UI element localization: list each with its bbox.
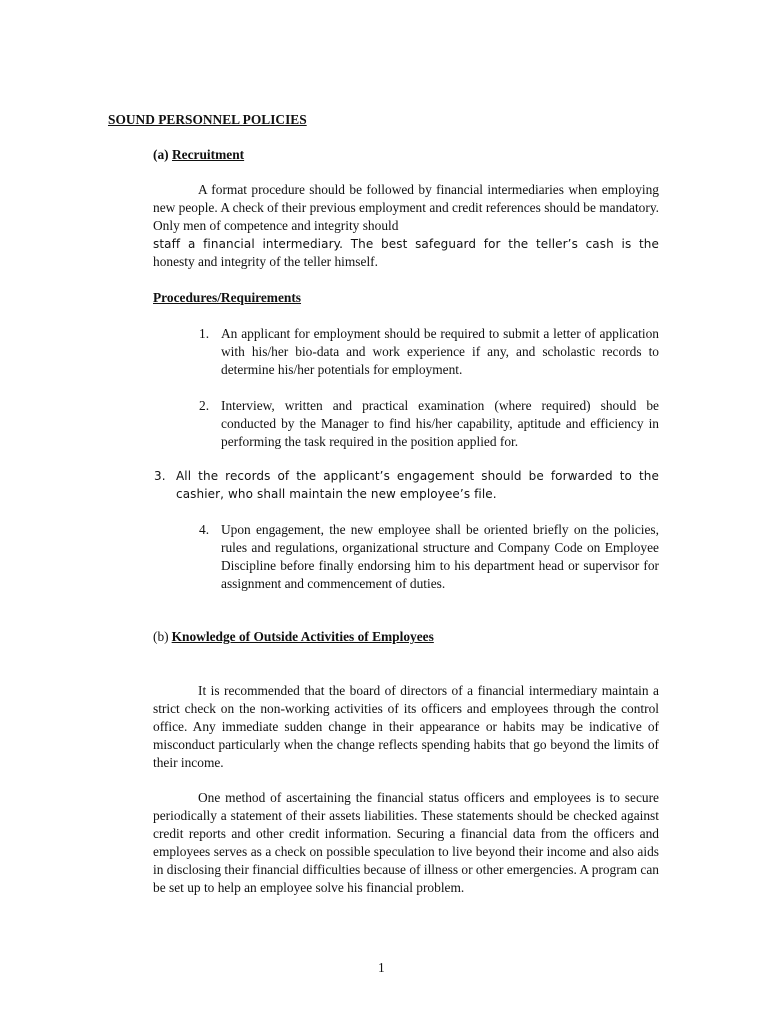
document-heading: SOUND PERSONNEL POLICIES [108, 112, 307, 127]
section-b-label: (b) [153, 629, 169, 644]
procedure-item-number: 2. [199, 398, 210, 413]
recruitment-text-part2: staff a financial intermediary. The best safeguard for the teller’s cash is the [153, 237, 659, 251]
outside-activities-paragraph-2 [153, 789, 659, 897]
procedure-item-number: 1. [199, 326, 210, 341]
procedure-item-text: Upon engagement, the new employee shall be oriented briefly on the policies, rules and regulations, organizational structure and Company Code on Employee Discipline before finally endorsing him to his department head or supervisor for assignment and commencement of duties. [221, 522, 659, 591]
outside-activities-text-2: One method of ascertaining the financial status officers and employees is to secure periodically a statement of their assets liabilities. These statements should be checked against credit reports and other credit information. Securing a financial data from the officers and employees serves as a check on possible speculation to live beyond their income and also aids in disclosing their financial difficulties because of illness or other emergencies. A program can be set up to help an employee solve his financial problem. [153, 790, 659, 895]
recruitment-paragraph [153, 181, 659, 271]
procedure-item-1 [199, 325, 659, 379]
recruitment-text-part1: A format procedure should be followed by financial intermediaries when employing new people. A check of their previous employment and credit references should be mandatory. Only men of competence and integrity should [153, 182, 659, 233]
recruitment-text-part3: honesty and integrity of the teller himself. [153, 254, 378, 269]
procedure-item-2 [199, 397, 659, 451]
procedure-item-text: An applicant for employment should be required to submit a letter of application with his/her bio-data and work experience if any, and scholastic records to determine his/her potentials for employment. [221, 326, 659, 377]
outside-activities-text-1: It is recommended that the board of directors of a financial intermediary maintain a strict check on the non-working activities of its officers and employees through the control office. Any immediate sudden change in their appearance or habits may be indicative of misconduct particularly when the change reflects spending habits that go beyond the limits of their income. [153, 683, 659, 770]
section-a-heading [153, 147, 244, 163]
page-number: 1 [378, 960, 385, 975]
outside-activities-paragraph-1 [153, 682, 659, 772]
procedures-heading: Procedures/Requirements [153, 290, 302, 305]
procedure-item-number: 4. [199, 522, 210, 537]
section-a-label: (a) [153, 147, 169, 162]
section-b-title: Knowledge of Outside Activities of Employees [171, 629, 434, 644]
section-a-title: Recruitment [171, 147, 245, 162]
procedure-item-number: 3. [154, 469, 166, 483]
procedure-item-3 [154, 467, 659, 503]
section-b-heading [153, 629, 434, 645]
procedure-item-4 [199, 521, 659, 593]
procedure-item-text: All the records of the applicant’s engagement should be forwarded to the cashier, who shall maintain the new employee’s file. [176, 469, 659, 501]
procedure-item-text: Interview, written and practical examination (where required) should be conducted by the Manager to find his/her capability, aptitude and efficiency in performing the task required in the position applied for. [221, 398, 659, 449]
